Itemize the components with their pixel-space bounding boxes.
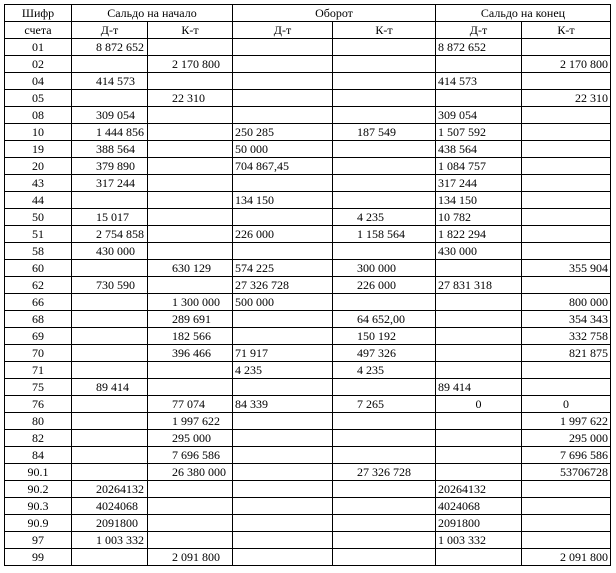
account-code-cell: 44 bbox=[5, 192, 72, 209]
opening-credit-cell bbox=[148, 124, 233, 141]
closing-debit-cell bbox=[436, 294, 522, 311]
turnover-debit-cell bbox=[233, 90, 333, 107]
closing-debit-cell: 1 003 332 bbox=[436, 532, 522, 549]
table-row bbox=[5, 277, 611, 294]
closing-debit-cell bbox=[436, 447, 522, 464]
turnover-credit-cell bbox=[333, 481, 436, 498]
table-row bbox=[5, 124, 611, 141]
closing-credit-cell bbox=[522, 515, 611, 532]
opening-debit-cell: 309 054 bbox=[72, 107, 148, 124]
header-row-top bbox=[5, 5, 611, 22]
table-row bbox=[5, 107, 611, 124]
closing-credit-cell bbox=[522, 498, 611, 515]
opening-debit-cell bbox=[72, 294, 148, 311]
closing-credit-cell bbox=[522, 243, 611, 260]
turnover-credit-cell bbox=[333, 532, 436, 549]
account-code-cell: 99 bbox=[5, 549, 72, 566]
turnover-debit-cell bbox=[233, 39, 333, 56]
opening-credit-cell: 630 129 bbox=[148, 260, 233, 277]
turnover-credit-cell bbox=[333, 430, 436, 447]
closing-debit-cell bbox=[436, 464, 522, 481]
opening-debit-cell: 430 000 bbox=[72, 243, 148, 260]
closing-credit-cell: 354 343 bbox=[522, 311, 611, 328]
closing-credit-cell: 355 904 bbox=[522, 260, 611, 277]
closing-credit-cell bbox=[522, 379, 611, 396]
account-code-cell: 20 bbox=[5, 158, 72, 175]
closing-credit-cell: 7 696 586 bbox=[522, 447, 611, 464]
turnover-credit-cell: 4 235 bbox=[333, 209, 436, 226]
turnover-debit-cell bbox=[233, 56, 333, 73]
table-row bbox=[5, 447, 611, 464]
table-row bbox=[5, 328, 611, 345]
closing-credit-cell: 332 758 bbox=[522, 328, 611, 345]
closing-debit-cell: 4024068 bbox=[436, 498, 522, 515]
table-row bbox=[5, 464, 611, 481]
opening-credit-cell bbox=[148, 362, 233, 379]
table-row bbox=[5, 498, 611, 515]
account-code-cell: 68 bbox=[5, 311, 72, 328]
closing-debit-cell: 1 507 592 bbox=[436, 124, 522, 141]
closing-debit-cell bbox=[436, 345, 522, 362]
closing-credit-cell: 53706728 bbox=[522, 464, 611, 481]
opening-credit-cell bbox=[148, 532, 233, 549]
account-code-cell: 10 bbox=[5, 124, 72, 141]
opening-credit-cell: 22 310 bbox=[148, 90, 233, 107]
turnover-debit-cell bbox=[233, 498, 333, 515]
closing-debit-cell: 2091800 bbox=[436, 515, 522, 532]
opening-credit-cell bbox=[148, 379, 233, 396]
opening-debit-cell bbox=[72, 328, 148, 345]
table-row bbox=[5, 175, 611, 192]
closing-credit-cell bbox=[522, 175, 611, 192]
closing-debit-cell bbox=[436, 430, 522, 447]
turnover-credit-header: К-т bbox=[333, 22, 436, 39]
opening-debit-cell bbox=[72, 192, 148, 209]
account-code-cell: 75 bbox=[5, 379, 72, 396]
code-header-line2: счета bbox=[5, 22, 72, 39]
opening-debit-cell: 20264132 bbox=[72, 481, 148, 498]
opening-credit-cell: 77 074 bbox=[148, 396, 233, 413]
closing-debit-header: Д-т bbox=[436, 22, 522, 39]
table-row bbox=[5, 396, 611, 413]
table-body bbox=[5, 39, 611, 566]
table-row bbox=[5, 192, 611, 209]
turnover-credit-cell bbox=[333, 90, 436, 107]
turnover-debit-cell bbox=[233, 209, 333, 226]
closing-debit-cell: 89 414 bbox=[436, 379, 522, 396]
account-code-cell: 90.1 bbox=[5, 464, 72, 481]
opening-debit-cell bbox=[72, 260, 148, 277]
closing-debit-cell bbox=[436, 260, 522, 277]
closing-credit-cell: 1 997 622 bbox=[522, 413, 611, 430]
account-code-cell: 71 bbox=[5, 362, 72, 379]
closing-credit-cell bbox=[522, 192, 611, 209]
table-row bbox=[5, 39, 611, 56]
table-row bbox=[5, 226, 611, 243]
account-code-cell: 84 bbox=[5, 447, 72, 464]
turnover-debit-cell bbox=[233, 175, 333, 192]
opening-debit-cell: 379 890 bbox=[72, 158, 148, 175]
opening-credit-cell bbox=[148, 481, 233, 498]
turnover-credit-cell: 64 652,00 bbox=[333, 311, 436, 328]
opening-debit-cell: 730 590 bbox=[72, 277, 148, 294]
opening-credit-cell bbox=[148, 141, 233, 158]
opening-debit-cell: 2091800 bbox=[72, 515, 148, 532]
opening-credit-cell: 7 696 586 bbox=[148, 447, 233, 464]
opening-credit-cell bbox=[148, 107, 233, 124]
closing-credit-cell bbox=[522, 209, 611, 226]
closing-credit-cell bbox=[522, 107, 611, 124]
table-row bbox=[5, 345, 611, 362]
opening-credit-cell bbox=[148, 515, 233, 532]
turnover-credit-cell: 4 235 bbox=[333, 362, 436, 379]
closing-debit-cell: 10 782 bbox=[436, 209, 522, 226]
opening-credit-cell bbox=[148, 209, 233, 226]
opening-credit-cell bbox=[148, 192, 233, 209]
turnover-credit-cell bbox=[333, 549, 436, 566]
table-row bbox=[5, 430, 611, 447]
opening-credit-cell bbox=[148, 158, 233, 175]
closing-credit-cell bbox=[522, 158, 611, 175]
opening-debit-cell bbox=[72, 447, 148, 464]
turnover-debit-cell bbox=[233, 532, 333, 549]
closing-credit-cell bbox=[522, 277, 611, 294]
closing-debit-cell: 309 054 bbox=[436, 107, 522, 124]
closing-credit-cell bbox=[522, 73, 611, 90]
turnover-credit-cell: 1 158 564 bbox=[333, 226, 436, 243]
turnover-credit-cell: 27 326 728 bbox=[333, 464, 436, 481]
closing-debit-cell: 20264132 bbox=[436, 481, 522, 498]
opening-debit-cell bbox=[72, 345, 148, 362]
closing-credit-cell: 0 bbox=[522, 396, 611, 413]
turnover-debit-cell: 574 225 bbox=[233, 260, 333, 277]
closing-credit-cell bbox=[522, 362, 611, 379]
closing-debit-cell: 8 872 652 bbox=[436, 39, 522, 56]
turnover-debit-cell bbox=[233, 243, 333, 260]
turnover-credit-cell: 187 549 bbox=[333, 124, 436, 141]
opening-debit-cell: 89 414 bbox=[72, 379, 148, 396]
turnover-debit-cell: 27 326 728 bbox=[233, 277, 333, 294]
account-code-cell: 82 bbox=[5, 430, 72, 447]
table-row bbox=[5, 158, 611, 175]
closing-credit-cell: 821 875 bbox=[522, 345, 611, 362]
balance-sheet-table bbox=[4, 4, 611, 566]
closing-credit-cell: 295 000 bbox=[522, 430, 611, 447]
turnover-debit-cell bbox=[233, 107, 333, 124]
account-code-cell: 50 bbox=[5, 209, 72, 226]
table-row bbox=[5, 481, 611, 498]
turnover-credit-cell bbox=[333, 447, 436, 464]
closing-credit-cell: 800 000 bbox=[522, 294, 611, 311]
closing-debit-cell: 1 084 757 bbox=[436, 158, 522, 175]
turnover-debit-cell bbox=[233, 328, 333, 345]
turnover-debit-cell bbox=[233, 430, 333, 447]
turnover-credit-cell bbox=[333, 175, 436, 192]
account-code-cell: 60 bbox=[5, 260, 72, 277]
opening-credit-cell bbox=[148, 243, 233, 260]
turnover-credit-cell bbox=[333, 515, 436, 532]
table-row bbox=[5, 362, 611, 379]
turnover-debit-cell bbox=[233, 481, 333, 498]
table-row bbox=[5, 90, 611, 107]
opening-debit-cell: 15 017 bbox=[72, 209, 148, 226]
opening-credit-cell: 1 300 000 bbox=[148, 294, 233, 311]
opening-credit-cell: 396 466 bbox=[148, 345, 233, 362]
turnover-credit-cell bbox=[333, 56, 436, 73]
opening-credit-cell bbox=[148, 498, 233, 515]
turnover-credit-cell: 7 265 bbox=[333, 396, 436, 413]
table-row bbox=[5, 294, 611, 311]
closing-debit-cell: 134 150 bbox=[436, 192, 522, 209]
closing-debit-cell: 414 573 bbox=[436, 73, 522, 90]
opening-credit-cell bbox=[148, 175, 233, 192]
opening-credit-cell: 26 380 000 bbox=[148, 464, 233, 481]
opening-debit-cell bbox=[72, 56, 148, 73]
turnover-credit-cell bbox=[333, 158, 436, 175]
opening-credit-cell: 289 691 bbox=[148, 311, 233, 328]
closing-debit-cell: 27 831 318 bbox=[436, 277, 522, 294]
closing-debit-cell: 317 244 bbox=[436, 175, 522, 192]
turnover-credit-cell bbox=[333, 141, 436, 158]
opening-credit-cell bbox=[148, 277, 233, 294]
table-row bbox=[5, 73, 611, 90]
account-code-cell: 08 bbox=[5, 107, 72, 124]
closing-debit-cell bbox=[436, 328, 522, 345]
table-row bbox=[5, 532, 611, 549]
turnover-debit-cell: 71 917 bbox=[233, 345, 333, 362]
table-row bbox=[5, 311, 611, 328]
turnover-header: Оборот bbox=[233, 5, 436, 22]
opening-balance-header: Сальдо на начало bbox=[72, 5, 233, 22]
turnover-debit-header: Д-т bbox=[233, 22, 333, 39]
opening-debit-cell bbox=[72, 396, 148, 413]
closing-credit-cell: 22 310 bbox=[522, 90, 611, 107]
closing-debit-cell: 430 000 bbox=[436, 243, 522, 260]
opening-debit-cell: 388 564 bbox=[72, 141, 148, 158]
account-code-cell: 51 bbox=[5, 226, 72, 243]
code-header-line1: Шифр bbox=[5, 5, 72, 22]
header-row-sub bbox=[5, 22, 611, 39]
turnover-debit-cell: 226 000 bbox=[233, 226, 333, 243]
turnover-credit-cell bbox=[333, 294, 436, 311]
table-row bbox=[5, 515, 611, 532]
account-code-cell: 90.2 bbox=[5, 481, 72, 498]
closing-debit-cell bbox=[436, 362, 522, 379]
opening-debit-cell: 1 003 332 bbox=[72, 532, 148, 549]
turnover-credit-cell bbox=[333, 243, 436, 260]
table-row bbox=[5, 243, 611, 260]
account-code-cell: 70 bbox=[5, 345, 72, 362]
turnover-credit-cell bbox=[333, 413, 436, 430]
closing-debit-cell bbox=[436, 90, 522, 107]
turnover-debit-cell bbox=[233, 379, 333, 396]
closing-credit-cell: 2 091 800 bbox=[522, 549, 611, 566]
turnover-credit-cell bbox=[333, 192, 436, 209]
opening-credit-cell: 182 566 bbox=[148, 328, 233, 345]
closing-credit-cell bbox=[522, 226, 611, 243]
turnover-credit-cell bbox=[333, 73, 436, 90]
table-row bbox=[5, 260, 611, 277]
opening-credit-cell: 295 000 bbox=[148, 430, 233, 447]
account-code-cell: 02 bbox=[5, 56, 72, 73]
closing-credit-cell bbox=[522, 39, 611, 56]
account-code-cell: 69 bbox=[5, 328, 72, 345]
opening-debit-header: Д-т bbox=[72, 22, 148, 39]
closing-credit-cell bbox=[522, 532, 611, 549]
closing-debit-cell: 1 822 294 bbox=[436, 226, 522, 243]
opening-credit-cell bbox=[148, 226, 233, 243]
closing-credit-cell bbox=[522, 124, 611, 141]
closing-debit-cell: 0 bbox=[436, 396, 522, 413]
opening-debit-cell bbox=[72, 549, 148, 566]
closing-credit-header: К-т bbox=[522, 22, 611, 39]
table-row bbox=[5, 549, 611, 566]
table-row bbox=[5, 209, 611, 226]
opening-debit-cell bbox=[72, 430, 148, 447]
opening-credit-cell: 1 997 622 bbox=[148, 413, 233, 430]
account-code-cell: 76 bbox=[5, 396, 72, 413]
turnover-debit-cell bbox=[233, 413, 333, 430]
turnover-debit-cell bbox=[233, 549, 333, 566]
account-code-cell: 43 bbox=[5, 175, 72, 192]
account-code-cell: 19 bbox=[5, 141, 72, 158]
opening-credit-cell: 2 170 800 bbox=[148, 56, 233, 73]
opening-debit-cell bbox=[72, 90, 148, 107]
turnover-credit-cell: 150 192 bbox=[333, 328, 436, 345]
turnover-debit-cell: 500 000 bbox=[233, 294, 333, 311]
opening-debit-cell bbox=[72, 464, 148, 481]
opening-credit-cell bbox=[148, 39, 233, 56]
account-code-cell: 90.3 bbox=[5, 498, 72, 515]
opening-debit-cell: 4024068 bbox=[72, 498, 148, 515]
turnover-debit-cell bbox=[233, 311, 333, 328]
table-row bbox=[5, 379, 611, 396]
account-code-cell: 66 bbox=[5, 294, 72, 311]
turnover-debit-cell: 704 867,45 bbox=[233, 158, 333, 175]
turnover-credit-cell bbox=[333, 39, 436, 56]
table-row bbox=[5, 141, 611, 158]
opening-debit-cell: 2 754 858 bbox=[72, 226, 148, 243]
account-code-cell: 01 bbox=[5, 39, 72, 56]
turnover-credit-cell: 226 000 bbox=[333, 277, 436, 294]
turnover-debit-cell: 84 339 bbox=[233, 396, 333, 413]
opening-debit-cell: 414 573 bbox=[72, 73, 148, 90]
closing-debit-cell bbox=[436, 311, 522, 328]
opening-debit-cell bbox=[72, 413, 148, 430]
table-row bbox=[5, 413, 611, 430]
opening-debit-cell bbox=[72, 311, 148, 328]
account-code-cell: 80 bbox=[5, 413, 72, 430]
account-code-cell: 90.9 bbox=[5, 515, 72, 532]
account-code-cell: 05 bbox=[5, 90, 72, 107]
account-code-cell: 62 bbox=[5, 277, 72, 294]
closing-debit-cell: 438 564 bbox=[436, 141, 522, 158]
opening-credit-cell: 2 091 800 bbox=[148, 549, 233, 566]
turnover-credit-cell: 300 000 bbox=[333, 260, 436, 277]
closing-debit-cell bbox=[436, 549, 522, 566]
opening-debit-cell: 8 872 652 bbox=[72, 39, 148, 56]
turnover-debit-cell bbox=[233, 73, 333, 90]
opening-credit-header: К-т bbox=[148, 22, 233, 39]
turnover-debit-cell: 50 000 bbox=[233, 141, 333, 158]
turnover-debit-cell bbox=[233, 447, 333, 464]
closing-debit-cell bbox=[436, 413, 522, 430]
turnover-debit-cell: 134 150 bbox=[233, 192, 333, 209]
turnover-credit-cell: 497 326 bbox=[333, 345, 436, 362]
closing-balance-header: Сальдо на конец bbox=[436, 5, 611, 22]
turnover-credit-cell bbox=[333, 107, 436, 124]
turnover-credit-cell bbox=[333, 379, 436, 396]
turnover-debit-cell: 4 235 bbox=[233, 362, 333, 379]
account-code-cell: 97 bbox=[5, 532, 72, 549]
closing-debit-cell bbox=[436, 56, 522, 73]
account-code-cell: 58 bbox=[5, 243, 72, 260]
closing-credit-cell bbox=[522, 141, 611, 158]
opening-debit-cell: 1 444 856 bbox=[72, 124, 148, 141]
closing-credit-cell: 2 170 800 bbox=[522, 56, 611, 73]
opening-debit-cell bbox=[72, 362, 148, 379]
table-header bbox=[5, 5, 611, 39]
closing-credit-cell bbox=[522, 481, 611, 498]
turnover-debit-cell: 250 285 bbox=[233, 124, 333, 141]
turnover-credit-cell bbox=[333, 498, 436, 515]
turnover-debit-cell bbox=[233, 464, 333, 481]
table-row bbox=[5, 56, 611, 73]
account-code-cell: 04 bbox=[5, 73, 72, 90]
opening-debit-cell: 317 244 bbox=[72, 175, 148, 192]
opening-credit-cell bbox=[148, 73, 233, 90]
turnover-debit-cell bbox=[233, 515, 333, 532]
